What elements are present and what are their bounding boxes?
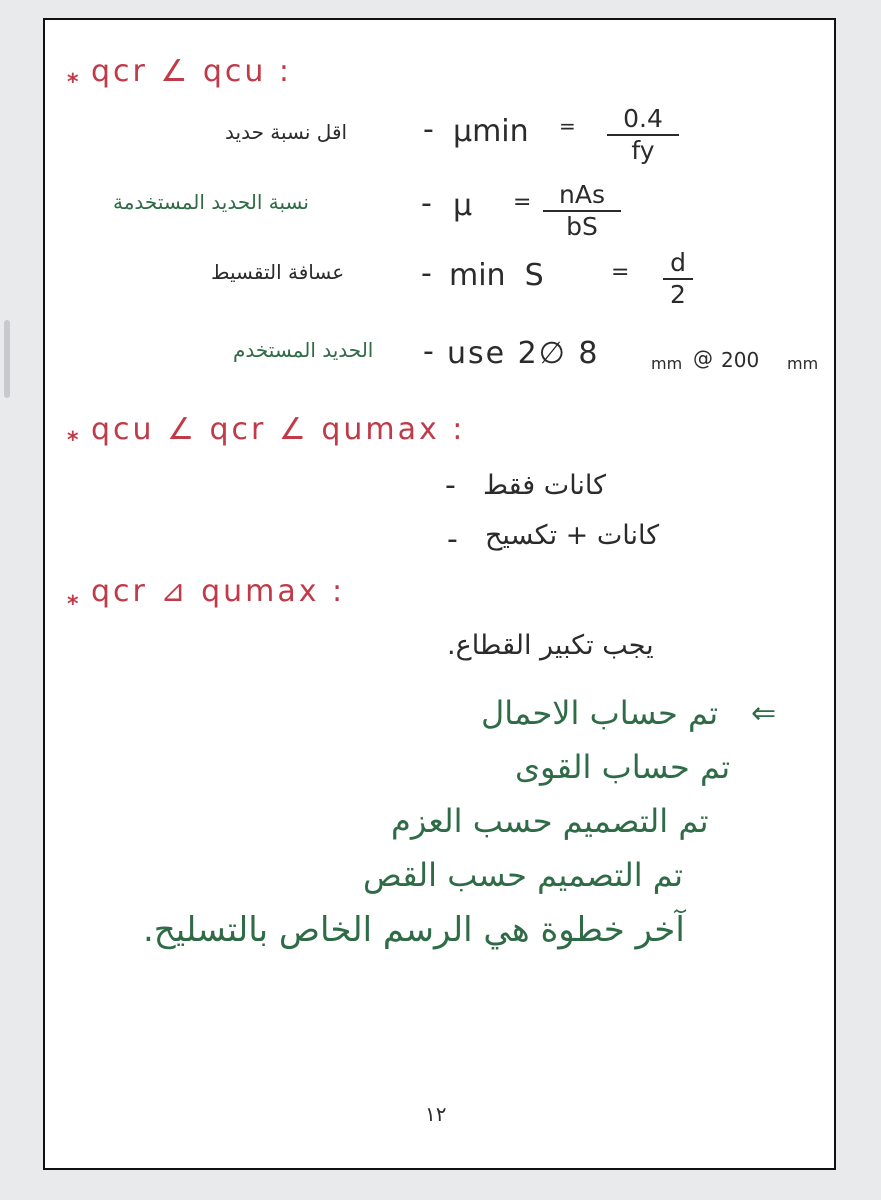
dash-5: - [445,468,456,503]
dash-6: - [447,522,458,557]
at-symbol: @ [693,346,713,370]
denominator: fy [631,136,655,165]
bullet-case3: * [67,592,79,617]
spacing-value: 200 [721,348,760,372]
case3-condition: qcr ⊿ qumax : [91,574,346,609]
page-number: ١٢ [425,1102,447,1126]
min-s-symbol: min S [449,258,544,293]
numerator: 0.4 [623,104,663,133]
stirrups-only: كانات فقط [483,470,607,501]
mu-min-symbol: μmin [453,114,529,149]
dash-3: - [421,256,432,291]
label-used-ratio: نسبة الحديد المستخدمة [113,190,309,214]
fraction-d-over-2 [663,248,693,310]
unit-mm-1: mm [651,354,683,373]
scroll-indicator [4,320,10,398]
unit-mm-2: mm [787,354,819,373]
summary-line-shear-design: تم التصميم حسب القص [363,856,683,894]
mu-symbol: μ [453,188,473,223]
dash-4: - [423,334,434,369]
dash-2: - [421,186,432,221]
notebook-page [43,18,836,1170]
denominator: bS [566,212,598,241]
label-used-steel: الحديد المستخدم [233,338,374,362]
case2-condition: qcu ∠ qcr ∠ qumax : [91,412,466,447]
summary-line-loads: تم حساب الاحمال [481,694,719,732]
summary-line-forces: تم حساب القوى [515,748,731,786]
dash-1: - [423,112,434,147]
summary-line-moment-design: تم التصميم حسب العزم [391,802,709,840]
stirrups-plus-bent-bars: كانات + تكسيح [485,520,660,551]
case1-condition: qcr ∠ qcu : [91,54,293,89]
bullet-case2: * [67,428,79,453]
use-bars: use 2∅ 8 [447,336,600,371]
numerator: d [670,248,686,277]
summary-line-last-step: آخر خطوة هي الرسم الخاص بالتسليح. [143,910,685,950]
left-arrow-icon: ⇐ [751,696,777,731]
numerator: nAs [559,180,605,209]
fraction-nAs-over-bS [543,180,621,242]
bullet-case1: * [67,70,79,95]
increase-section-note: يجب تكبير القطاع. [447,630,654,661]
fraction-0.4-over-fy [607,104,679,166]
equals-1: = [559,114,576,138]
denominator: 2 [670,280,686,309]
label-spacing: عسافة التقسيط [211,260,345,284]
equals-2: = [513,190,532,215]
equals-3: = [611,260,630,285]
label-min-ratio: اقل نسبة حديد [225,120,348,144]
